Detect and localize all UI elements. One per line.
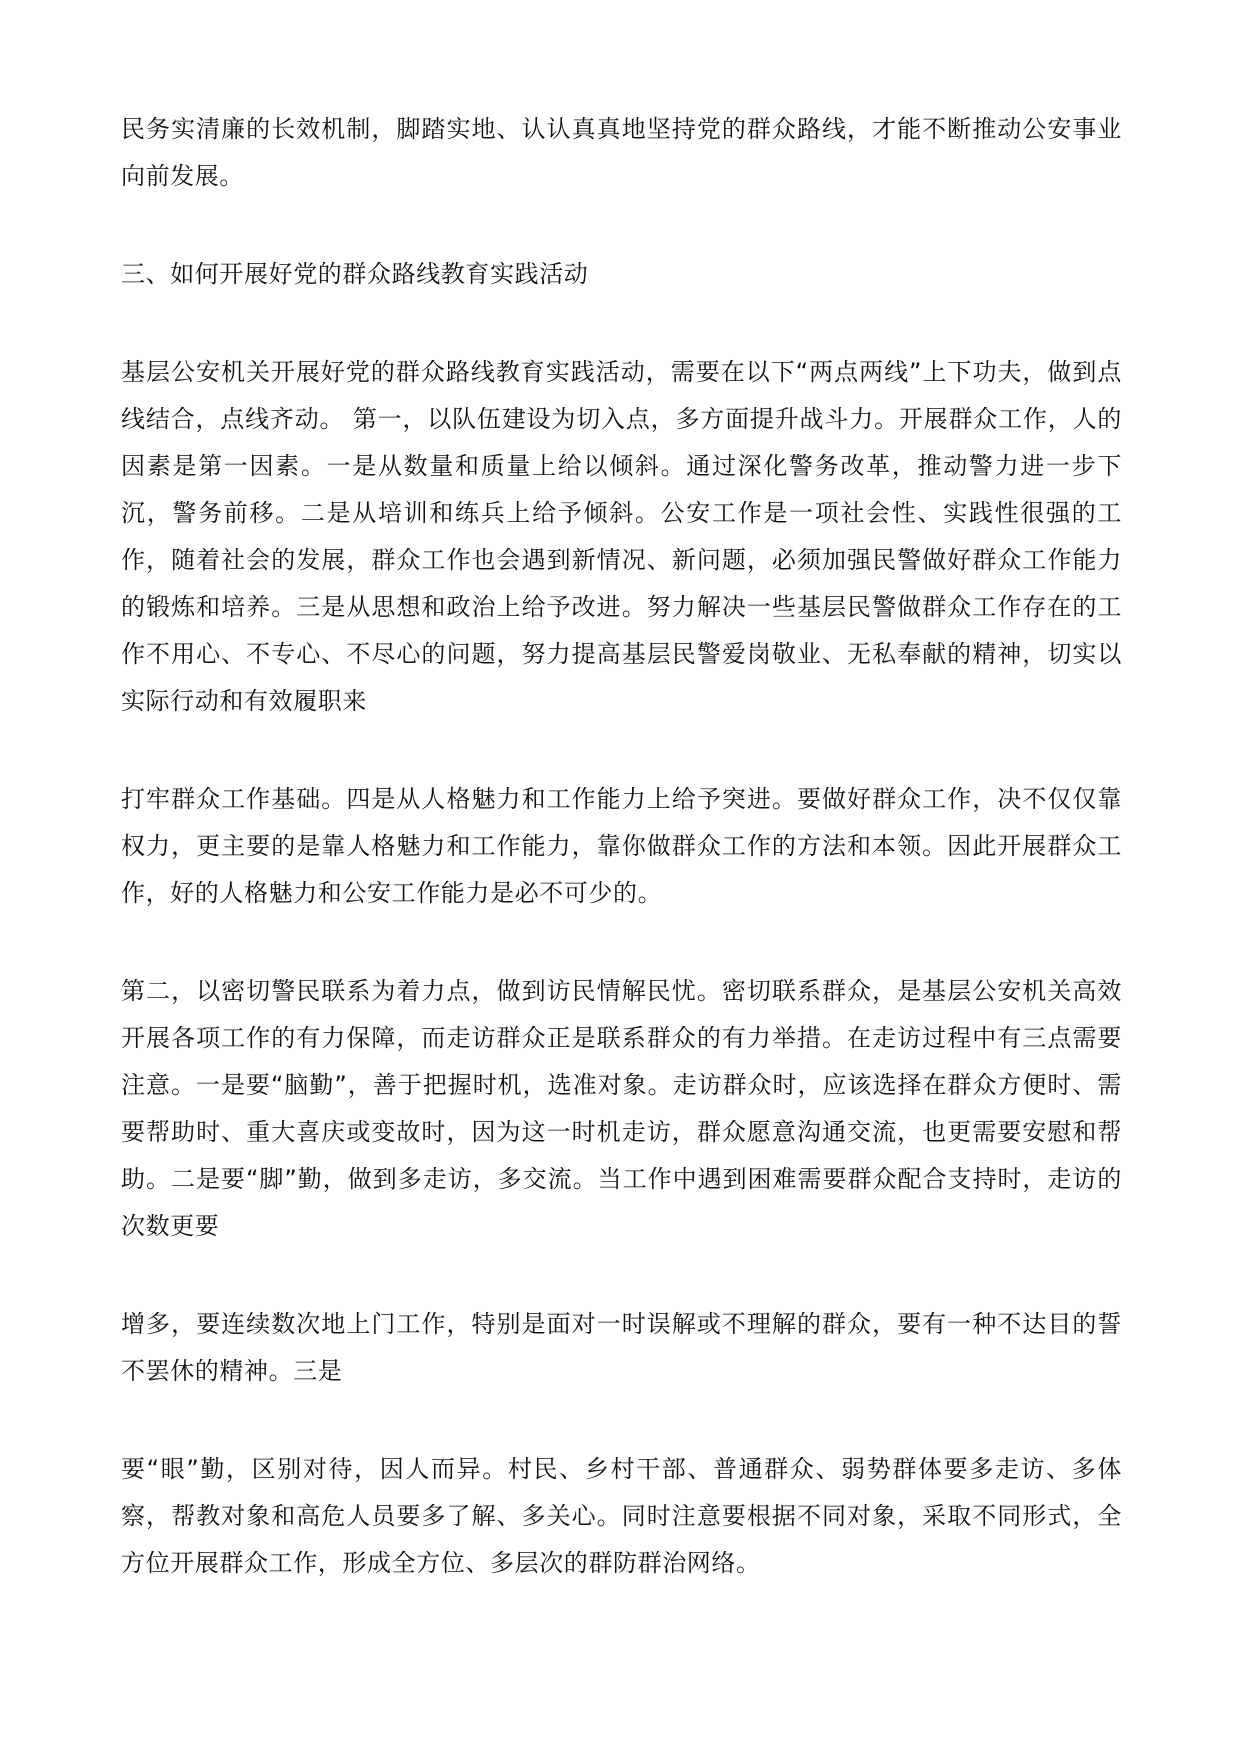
- document-body: [121, 106, 1122, 1638]
- paragraph-police-public-contact: 第二，以密切警民联系为着力点，做到访民情解民忧。密切联系群众，是基层公安机关高效开展各项工作的有力保障，而走访群众正是联系群众的有力举措。在走访过程中有三点需要注意。一是要“脑勤”，善于把握时机，选准对象。走访群众时，应该选择在群众方便时、需要帮助时、重大喜庆或变故时，因为这一时机走访，群众愿意沟通交流，也更需要安慰和帮助。二是要“脚”勤，做到多走访，多交流。当工作中遇到困难需要群众配合支持时，走访的次数更要: [121, 977, 1122, 1240]
- section-heading: 三、如何开展好党的群众路线教育实践活动: [121, 260, 589, 288]
- paragraph-continuation: 民务实清廉的长效机制，脚踏实地、认认真真地坚持党的群众路线，才能不断推动公安事业向前发展。: [121, 115, 1122, 190]
- paragraph-eye-diligence: 要“眼”勤，区别对待，因人而异。村民、乡村干部、普通群众、弱势群体要多走访、多体察，帮教对象和高危人员要多了解、多关心。同时注意要根据不同对象，采取不同形式，全方位开展群众工作，形成全方位、多层次的群防群治网络。: [121, 1455, 1122, 1577]
- paragraph-foundation: 打牢群众工作基础。四是从人格魅力和工作能力上给予突进。要做好群众工作，决不仅仅靠权力，更主要的是靠人格魅力和工作能力，靠你做群众工作的方法和本领。因此开展群众工作，好的人格魅力和公安工作能力是必不可少的。: [121, 785, 1122, 907]
- paragraph-team-building: 基层公安机关开展好党的群众路线教育实践活动，需要在以下“两点两线”上下功夫，做到点线结合，点线齐动。 第一，以队伍建设为切入点，多方面提升战斗力。开展群众工作，人的因素是第一因素。一是从数量和质量上给以倾斜。通过深化警务改革，推动警力进一步下沉，警务前移。二是从培训和练兵上给予倾斜。公安工作是一项社会性、实践性很强的工作，随着社会的发展，群众工作也会遇到新情况、新问题，必须加强民警做好群众工作能力的锻炼和培养。三是从思想和政治上给予改进。努力解决一些基层民警做群众工作存在的工作不用心、不专心、不尽心的问题，努力提高基层民警爱岗敬业、无私奉献的精神，切实以实际行动和有效履职来: [121, 358, 1122, 715]
- paragraph-visits: 增多，要连续数次地上门工作，特别是面对一时误解或不理解的群众，要有一种不达目的誓不罢休的精神。三是: [121, 1310, 1122, 1385]
